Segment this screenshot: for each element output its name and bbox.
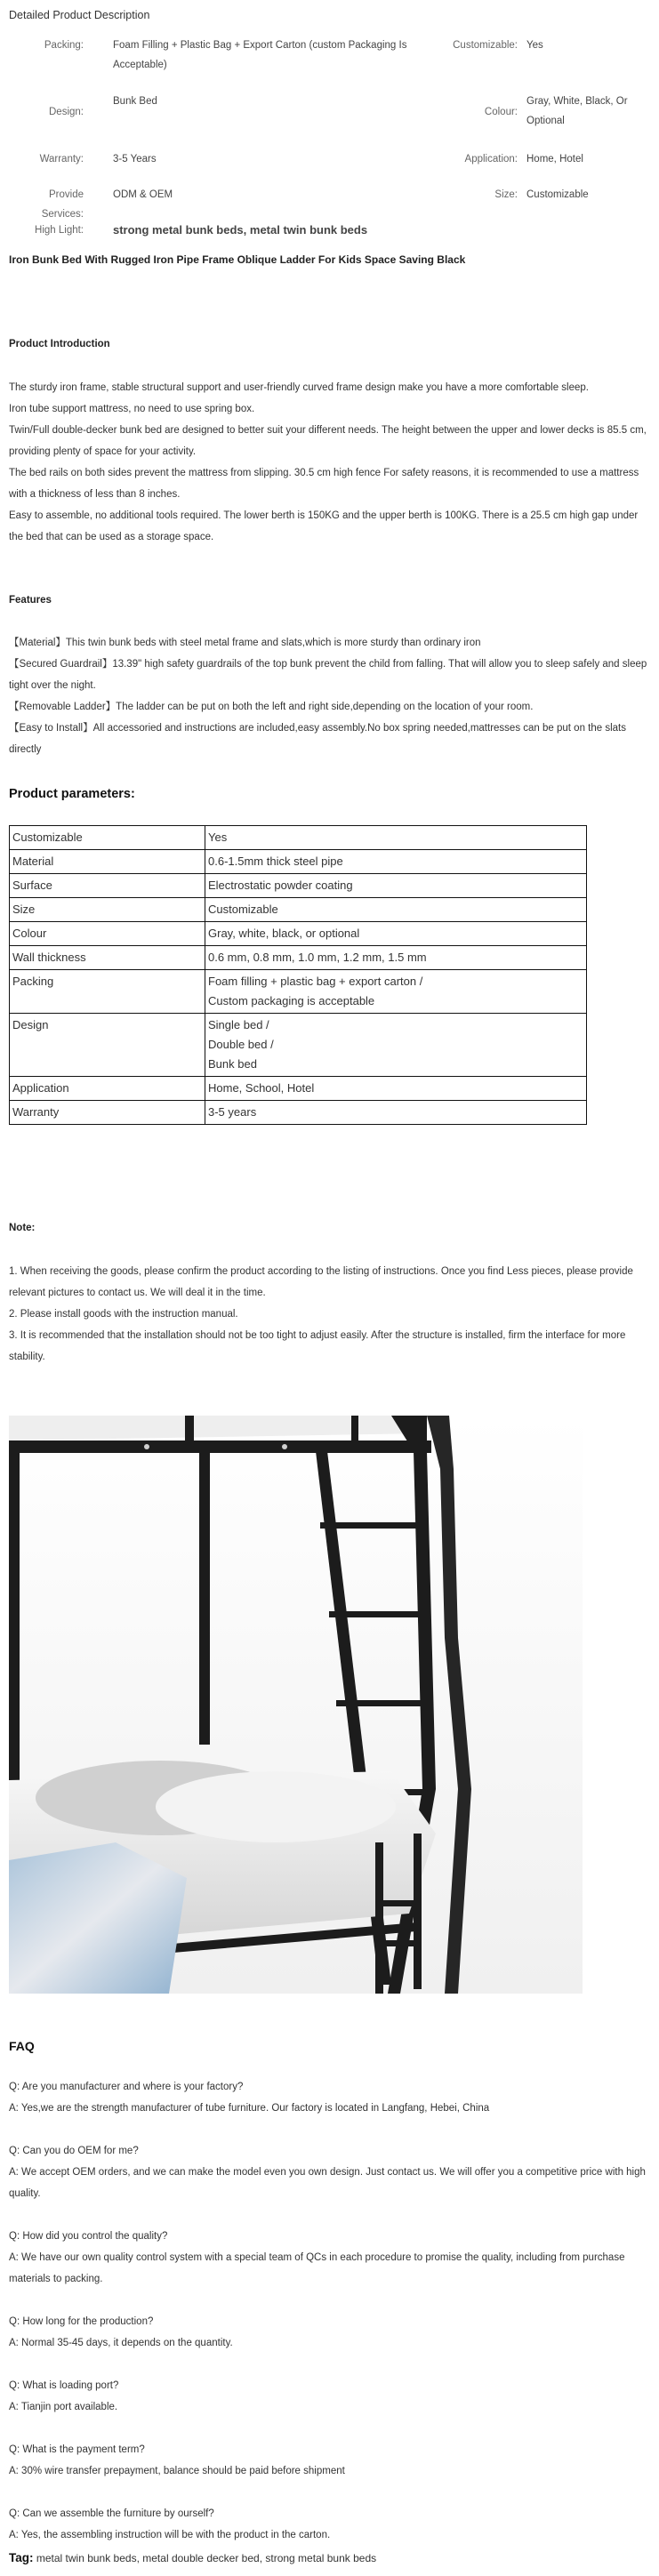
faq-item — [9, 2226, 649, 2290]
param-value: 0.6-1.5mm thick steel pipe — [205, 850, 587, 874]
table-row — [10, 1077, 587, 1101]
bunk-bed-illustration — [9, 1416, 583, 1994]
tag-link[interactable]: strong metal bunk beds — [265, 2552, 377, 2564]
faq-heading: FAQ — [9, 2039, 35, 2053]
tag-line — [9, 2551, 376, 2564]
faq-question: Q: Are you manufacturer and where is your factory? — [9, 2082, 244, 2092]
faq-answer: A: We have our own quality control system with a special team of QCs in each procedure to promise the quality, including from purchase materials to packing. — [9, 2252, 625, 2284]
table-row — [10, 970, 587, 1014]
spec-value: Home, Hotel — [526, 154, 583, 165]
faq-item — [9, 2439, 649, 2482]
spec-key: Packing: — [44, 40, 84, 51]
param-line: Bunk bed — [208, 1057, 257, 1071]
params-table — [9, 825, 587, 1125]
faq-answer: A: We accept OEM orders, and we can make the model even you own design. Just contact us. We will offer you a competitive price with high quality. — [9, 2167, 646, 2199]
param-key: Customizable — [10, 826, 205, 850]
highlight-tags — [113, 221, 558, 240]
faq-question: Q: How did you control the quality? — [9, 2231, 168, 2242]
intro-line: Easy to assemble, no additional tools required. The lower berth is 150KG and the upper berth is 100KG. There is a 25.5 cm high gap under the bed that can be used as a storage space. — [9, 510, 639, 542]
highlight-tag[interactable]: metal twin bunk beds — [249, 223, 368, 237]
spec-key: Colour: — [484, 107, 518, 117]
feature-line: 【Secured Guardrail】13.39" high safety guardrails of the top bunk prevent the child from falling. That will allow you to sleep safely and sleep tight over the night. — [9, 659, 647, 691]
param-key: Colour — [10, 922, 205, 946]
intro-heading: Product Introduction — [9, 339, 110, 349]
features-heading: Features — [9, 595, 52, 606]
faq-item — [9, 2140, 649, 2204]
feature-line: 【Material】This twin bunk beds with steel metal frame and slats,which is more sturdy than ordinary iron — [9, 638, 481, 648]
table-row — [10, 874, 587, 898]
spec-key: Customizable: — [453, 40, 518, 51]
spec-row-warranty — [9, 149, 649, 171]
spec-row-design — [9, 92, 649, 136]
product-title: Iron Bunk Bed With Rugged Iron Pipe Frame Oblique Ladder For Kids Space Saving Black — [9, 253, 466, 266]
feature-line: 【Removable Ladder】The ladder can be put on both the left and right side,depending on the location of your room. — [9, 702, 534, 712]
tag-separator: , — [136, 2552, 140, 2564]
spec-key: Provide Services: — [41, 189, 84, 220]
faq-answer: A: 30% wire transfer prepayment, balance should be paid before shipment — [9, 2466, 345, 2476]
spec-key: Size: — [494, 189, 518, 200]
param-value: Customizable — [205, 898, 587, 922]
param-key: Surface — [10, 874, 205, 898]
intro-line: The bed rails on both sides prevent the mattress from slipping. 30.5 cm high fence For safety reasons, it is recommended to use a mattress with a thickness of less than 8 inches. — [9, 468, 639, 500]
param-key: Design — [10, 1014, 205, 1077]
intro-line: Iron tube support mattress, no need to use spring box. — [9, 404, 255, 414]
spec-value: 3-5 Years — [113, 154, 157, 165]
param-key: Wall thickness — [10, 946, 205, 970]
param-value: Home, School, Hotel — [205, 1077, 587, 1101]
tag-link[interactable]: metal double decker bed — [142, 2552, 260, 2564]
spec-key: Design: — [49, 107, 84, 117]
params-title: Product parameters: — [9, 787, 135, 801]
intro-text — [9, 377, 649, 548]
param-key: Warranty — [10, 1101, 205, 1125]
intro-line: Twin/Full double-decker bunk bed are designed to better suit your different needs. The height between the upper and lower decks is 85.5 cm, providing plenty of space for your activity. — [9, 425, 647, 457]
table-row — [10, 850, 587, 874]
table-row — [10, 1014, 587, 1077]
param-key: Size — [10, 898, 205, 922]
spec-value: Customizable — [526, 189, 589, 200]
features-text — [9, 632, 649, 760]
faq-question: Q: How long for the production? — [9, 2316, 154, 2327]
spec-value: ODM & OEM — [113, 189, 173, 200]
table-row — [10, 898, 587, 922]
faq-item — [9, 2503, 649, 2546]
spec-value: Yes — [526, 40, 543, 51]
note-line: 2. Please install goods with the instruction manual. — [9, 1309, 238, 1320]
tag-link[interactable]: metal twin bunk beds — [36, 2552, 137, 2564]
faq-answer: A: Yes, the assembling instruction will be with the product in the carton. — [9, 2530, 331, 2540]
param-line: Double bed / — [208, 1038, 274, 1051]
faq-question: Q: Can we assemble the furniture by ourself? — [9, 2508, 214, 2519]
param-value: 3-5 years — [205, 1101, 587, 1125]
param-value: Electrostatic powder coating — [205, 874, 587, 898]
tag-label: Tag: — [9, 2551, 34, 2564]
param-line: Custom packaging is acceptable — [208, 994, 375, 1007]
highlight-separator: , — [243, 223, 247, 237]
faq-answer: A: Yes,we are the strength manufacturer of tube furniture. Our factory is located in Langfang, Hebei, China — [9, 2103, 490, 2114]
note-line: 1. When receiving the goods, please confirm the product according to the listing of instructions. Once you find Less pieces, please provide relevant pictures to contact us. We will deal it in the time. — [9, 1266, 633, 1298]
param-value — [205, 970, 587, 1014]
spec-key: Warranty: — [39, 154, 84, 165]
intro-line: The sturdy iron frame, stable structural support and user-friendly curved frame design make you have a more comfortable sleep. — [9, 382, 589, 393]
param-value: 0.6 mm, 0.8 mm, 1.0 mm, 1.2 mm, 1.5 mm — [205, 946, 587, 970]
param-line: Single bed / — [208, 1018, 269, 1031]
spec-value: Foam Filling + Plastic Bag + Export Carton (custom Packaging Is Acceptable) — [113, 40, 407, 70]
highlight-tag[interactable]: strong metal bunk beds — [113, 223, 244, 237]
feature-line: 【Easy to Install】All accessoried and instructions are included,easy assembly.No box spring needed,mattresses can be put on the slats directly — [9, 723, 626, 755]
detail-title: Detailed Product Description — [9, 9, 150, 21]
table-row — [10, 826, 587, 850]
faq-question: Q: What is loading port? — [9, 2380, 119, 2391]
param-value: Yes — [205, 826, 587, 850]
tag-separator: , — [259, 2552, 263, 2564]
product-photo — [9, 1416, 583, 1994]
spec-row-highlight — [9, 221, 649, 242]
param-value: Gray, white, black, or optional — [205, 922, 587, 946]
faq-question: Q: Can you do OEM for me? — [9, 2146, 139, 2156]
param-key: Application — [10, 1077, 205, 1101]
faq-item — [9, 2076, 649, 2119]
param-line: Foam filling + plastic bag + export carton / — [208, 975, 423, 988]
param-key: Packing — [10, 970, 205, 1014]
highlight-label: High Light: — [35, 225, 84, 236]
spec-key: Application: — [464, 154, 518, 165]
faq-item — [9, 2311, 649, 2354]
param-key: Material — [10, 850, 205, 874]
param-value — [205, 1014, 587, 1077]
spec-value: Gray, White, Black, Or Optional — [526, 96, 628, 126]
spec-row-packing — [9, 36, 649, 80]
table-row — [10, 922, 587, 946]
faq-answer: A: Normal 35-45 days, it depends on the quantity. — [9, 2338, 233, 2348]
faq-question: Q: What is the payment term? — [9, 2444, 145, 2455]
faq-answer: A: Tianjin port available. — [9, 2402, 118, 2412]
spec-row-services — [9, 185, 649, 220]
note-line: 3. It is recommended that the installation should not be too tight to adjust easily. After the structure is installed, firm the interface for more stability. — [9, 1330, 626, 1362]
faq-item — [9, 2375, 649, 2418]
note-heading: Note: — [9, 1223, 36, 1233]
table-row — [10, 946, 587, 970]
faq-list — [9, 2076, 649, 2567]
table-row — [10, 1101, 587, 1125]
note-text — [9, 1261, 649, 1368]
spec-value: Bunk Bed — [113, 96, 157, 107]
